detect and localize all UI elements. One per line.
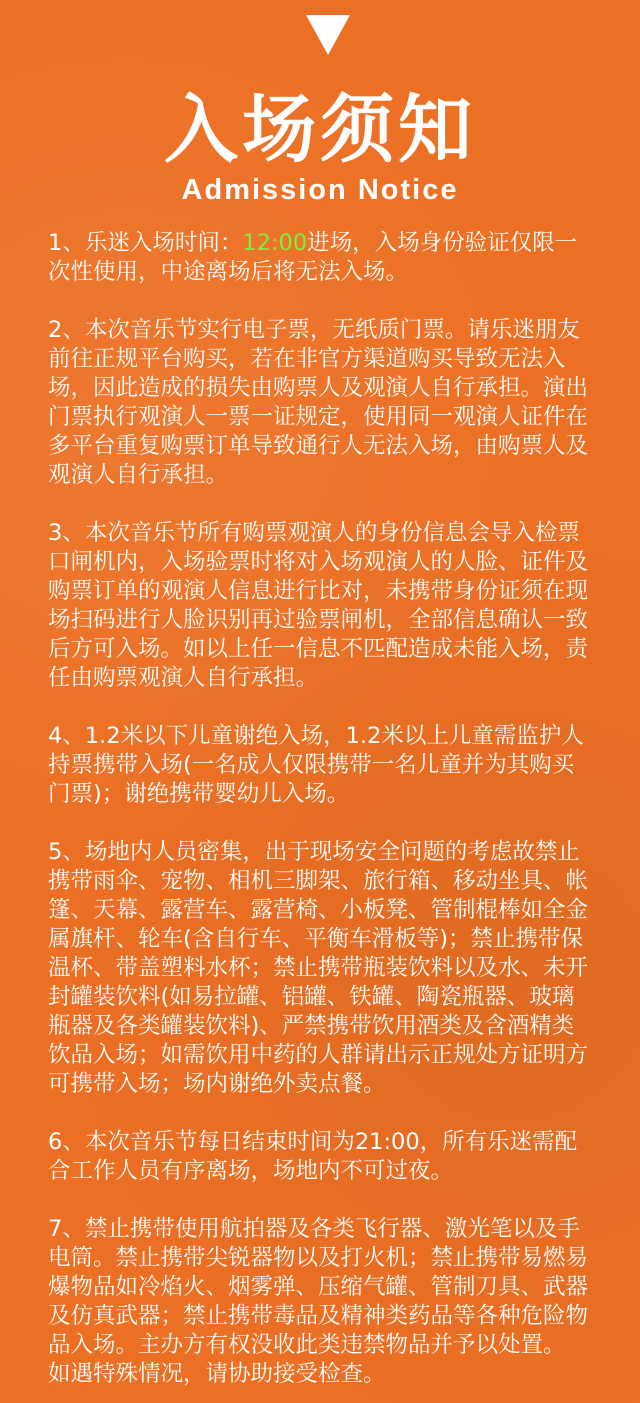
notice-item-2: 2、本次音乐节实行电子票，无纸质门票。请乐迷朋友前往正规平台购买，若在非官方渠道购买导致无法入场，因此造成的损失由购票人及观演人自行承担。演出门票执行观演人一票一证规定，使用同一观演人证件在多平台重复购票订单导致通行人无法入场，由购票人及观演人自行承担。 — [48, 317, 589, 488]
notice-item-1 — [48, 229, 596, 287]
notice-item-7: 7、禁止携带使用航拍器及各类飞行器、激光笔以及手电筒。禁止携带尖锐器物以及打火机；禁止携带易燃易爆物品如冷焰火、烟雾弹、压缩气罐、管制刀具、武器及仿真武器；禁止携带毒品及精神类药品等各种危险物品入场。主办方有权没收此类违禁物品并予以处置。 — [48, 1216, 589, 1358]
notice-item-6: 6、本次音乐节每日结束时间为21:00，所有乐迷需配合工作人员有序离场，场地内不可过夜。 — [48, 1129, 578, 1184]
notice-item-5: 5、场地内人员密集，出于现场安全问题的考虑故禁止携带雨伞、宠物、相机三脚架、旅行箱、移动坐具、帐篷、天幕、露营车、露营椅、小板凳、管制棍棒如全金属旗杆、轮车(含自行车、平衡车滑板等)；禁止携带保温杯、带盖塑料水杯；禁止携带瓶装饮料以及水、未开封罐装饮料(如易拉罐、铝罐、铁罐、陶瓷瓶器、玻璃瓶器及各类罐装饮料)、严禁携带饮用酒类及含酒精类饮品入场；如需饮用中药的人群请出示正规处方证明方可携带入场；场内谢绝外卖点餐。 — [48, 839, 589, 1097]
notice-footer: 如遇特殊情况，请协助接受检查。 — [48, 1361, 386, 1387]
page-subtitle: Admission Notice — [181, 174, 459, 206]
notice-text: 进场，入场身份验证仅限一次性使用，中途离场后将无法入场。 — [48, 230, 578, 285]
notice-item-4: 4、1.2米以下儿童谢绝入场，1.2米以上儿童需监护人持票携带入场(一名成人仅限携带一名儿童并为其购买门票)；谢绝携带婴幼儿入场。 — [48, 723, 584, 807]
notice-content — [48, 229, 596, 1389]
entry-time: 12:00 — [242, 230, 308, 256]
page-title: 入场须知 — [164, 87, 476, 173]
notice-text: 1、乐迷入场时间： — [48, 230, 243, 256]
down-triangle-icon — [306, 15, 350, 55]
notice-item-3: 3、本次音乐节所有购票观演人的身份信息会导入检票口闸机内，入场验票时将对入场观演人的人脸、证件及购票订单的观演人信息进行比对，未携带身份证须在现场扫码进行人脸识别再过验票闸机，全部信息确认一致后方可入场。如以上任一信息不匹配造成未能入场，责任由购票观演人自行承担。 — [48, 520, 589, 691]
